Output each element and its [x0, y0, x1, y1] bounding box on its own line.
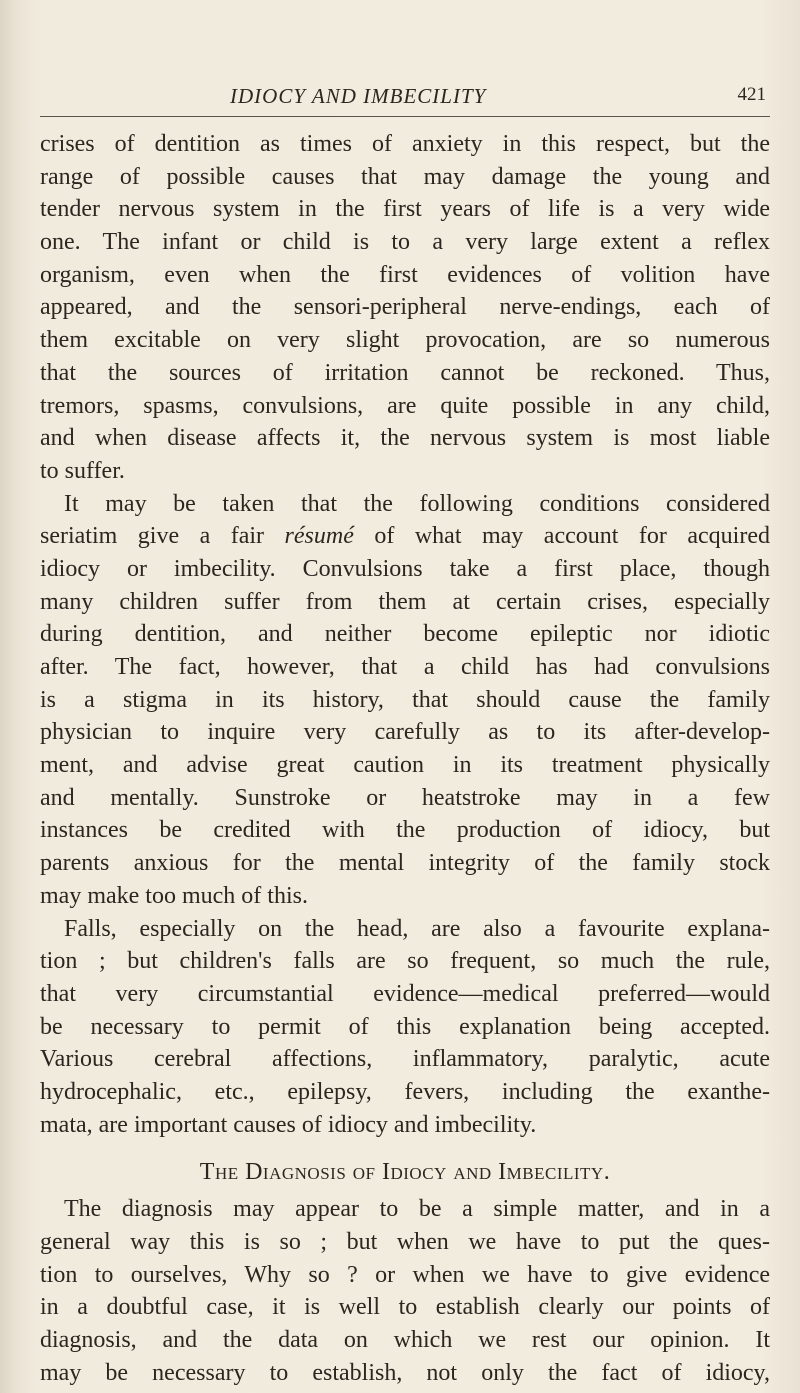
text-line: mata, are important causes of idiocy and imbecility. [40, 1111, 537, 1138]
text-line: that the sources of irritation cannot be reckoned. Thus, [40, 359, 770, 386]
text-line: ment, and advise great caution in its treatment physically [40, 752, 770, 779]
paragraph-3 [40, 913, 770, 1142]
header-rule [40, 116, 770, 117]
text-line: range of possible causes that may damage the young and [40, 163, 770, 190]
text-line: them excitable on very slight provocation, are so numerous [40, 327, 770, 354]
text-line: tion ; but children's falls are so frequent, so much the rule, [40, 948, 770, 975]
text-line: organism, even when the first evidences of volition have [40, 261, 770, 288]
text-line: physician to inquire very carefully as to its after-develop- [40, 719, 770, 746]
running-title: IDIOCY AND IMBECILITY [230, 84, 487, 108]
text-line: crises of dentition as times of anxiety in this respect, but the [40, 131, 770, 157]
paragraph-1 [40, 128, 770, 488]
text-fragment: seriatim give a fair [40, 523, 285, 550]
text-fragment: of what may account for acquired [353, 523, 770, 550]
section-heading: The Diagnosis of Idiocy and Imbecility. [199, 1159, 611, 1186]
text-line: one. The infant or child is to a very large extent a reflex [40, 229, 770, 256]
text-line: may be necessary to establish, not only the fact of idiocy, [40, 1359, 770, 1386]
running-head [40, 84, 770, 120]
text-line: diagnosis, and the data on which we rest our opinion. It [40, 1327, 770, 1354]
text-line: and when disease affects it, the nervous system is most liable [40, 425, 770, 452]
text-line: may make too much of this. [40, 882, 308, 909]
text-line: be necessary to permit of this explanation being accepted. [40, 1013, 770, 1040]
text-line: to suffer. [40, 457, 125, 484]
text-line: tremors, spasms, convulsions, are quite possible in any child, [40, 392, 770, 419]
text-line: is a stigma in its history, that should cause the family [40, 686, 770, 713]
paragraph-4 [40, 1193, 770, 1389]
text-line: Falls, especially on the head, are also a favourite explana- [64, 915, 770, 942]
italic-term: résumé [284, 523, 354, 550]
page-number: 421 [737, 84, 766, 105]
text-line: instances be credited with the production of idiocy, but [40, 817, 770, 844]
text-line: appeared, and the sensori-peripheral nerve-endings, each of [40, 294, 770, 321]
text-line: many children suffer from them at certain crises, especially [40, 588, 770, 615]
text-line: and mentally. Sunstroke or heatstroke may in a few [40, 784, 770, 811]
text-line: tender nervous system in the first years of life is a very wide [40, 196, 770, 223]
text-line: in a doubtful case, it is well to establish clearly our points of [40, 1294, 770, 1321]
text-line: The diagnosis may appear to be a simple matter, and in a [64, 1196, 770, 1223]
text-line: Various cerebral affections, inflammatory, paralytic, acute [40, 1046, 770, 1073]
text-line: tion to ourselves, Why so ? or when we have to give evidence [40, 1261, 770, 1288]
text-line: general way this is so ; but when we have to put the ques- [40, 1229, 770, 1255]
body-text [40, 128, 770, 1389]
text-line: that very circumstantial evidence—medical preferred—would [40, 980, 770, 1007]
text-line: during dentition, and neither become epileptic nor idiotic [40, 621, 770, 648]
text-line: parents anxious for the mental integrity of the family stock [40, 850, 770, 877]
text-line [40, 520, 770, 553]
paragraph-2 [40, 488, 770, 913]
text-line: hydrocephalic, etc., epilepsy, fevers, including the exanthe- [40, 1078, 770, 1105]
text-line: It may be taken that the following conditions considered [64, 490, 770, 517]
text-line: after. The fact, however, that a child has had convulsions [40, 654, 770, 680]
text-line: idiocy or imbecility. Convulsions take a first place, though [40, 555, 770, 582]
